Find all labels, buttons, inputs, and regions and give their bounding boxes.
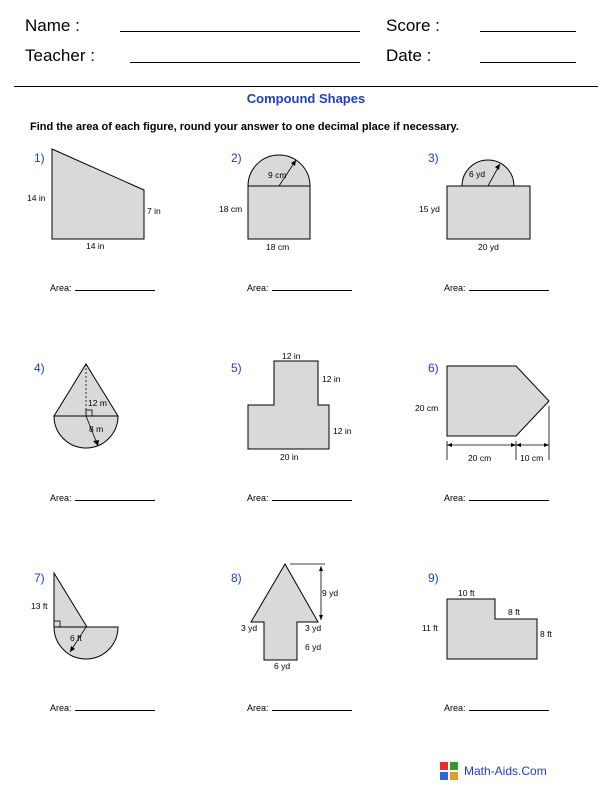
answer-line[interactable] [75, 282, 155, 291]
area-answer-3[interactable] [444, 282, 549, 293]
answer-line[interactable] [272, 702, 352, 711]
area-answer-6[interactable] [444, 492, 549, 503]
figure-8-label-right: 3 yd [305, 623, 322, 633]
worksheet-title: Compound Shapes [246, 91, 366, 106]
figure-5 [248, 351, 352, 462]
figure-8-label-height: 9 yd [322, 588, 339, 598]
answer-line[interactable] [469, 492, 549, 501]
problem-number-4: 4) [34, 361, 45, 375]
area-answer-9[interactable] [444, 702, 549, 713]
area-label: Area: [50, 283, 72, 293]
figure-5-label-top: 12 in [282, 351, 301, 361]
figure-7-triangle [54, 573, 87, 627]
area-label: Area: [50, 493, 72, 503]
figure-4-label-radius: 8 m [89, 424, 104, 434]
figure-4-label-height: 12 m [88, 398, 107, 408]
figure-7 [31, 573, 118, 659]
area-answer-1[interactable] [50, 282, 155, 293]
figure-1-shape [52, 149, 144, 239]
figure-8-label-stem-height: 6 yd [305, 642, 322, 652]
figure-9 [422, 588, 552, 659]
figure-4-semicircle [54, 416, 118, 448]
figure-5-shape [248, 361, 329, 449]
figure-6-shape [447, 366, 549, 436]
figure-8-label-left: 3 yd [241, 623, 258, 633]
area-label: Area: [444, 703, 466, 713]
figure-7-label-height: 13 ft [31, 601, 48, 611]
figure-2-label-radius: 9 cm [268, 170, 287, 180]
figure-2 [219, 155, 310, 252]
figure-2-rectangle [248, 186, 310, 239]
figure-9-label-right: 8 ft [540, 629, 552, 639]
figure-5-label-bottom: 20 in [280, 452, 299, 462]
answer-line[interactable] [75, 492, 155, 501]
figure-3-rectangle [447, 186, 530, 239]
problem-number-6: 6) [428, 361, 439, 375]
instructions: Find the area of each figure, round your answer to one decimal place if necessary. [30, 121, 459, 133]
answer-line[interactable] [469, 282, 549, 291]
figure-1-label-bottom: 14 in [86, 241, 105, 251]
date-label: Date : [386, 46, 432, 65]
answer-line[interactable] [272, 492, 352, 501]
figure-6 [415, 366, 549, 463]
figure-5-label-lower-right: 12 in [333, 426, 352, 436]
area-label: Area: [444, 283, 466, 293]
problem-number-9: 9) [428, 571, 439, 585]
answer-line[interactable] [75, 702, 155, 711]
figure-6-label-bottom-right: 10 cm [520, 453, 544, 463]
answer-line[interactable] [469, 702, 549, 711]
figure-7-semicircle [54, 627, 118, 659]
answer-line[interactable] [272, 282, 352, 291]
figure-1 [27, 149, 161, 251]
area-label: Area: [247, 283, 269, 293]
problem-number-5: 5) [231, 361, 242, 375]
area-label: Area: [50, 703, 72, 713]
figure-3 [419, 160, 530, 252]
figure-2-label-left: 18 cm [219, 204, 243, 214]
problem-number-7: 7) [34, 571, 45, 585]
figure-9-shape [447, 599, 537, 659]
area-answer-7[interactable] [50, 702, 155, 713]
figure-7-label-radius: 6 ft [70, 633, 82, 643]
figure-9-label-top: 10 ft [458, 588, 475, 598]
score-label: Score : [386, 16, 440, 35]
figure-6-label-left: 20 cm [415, 403, 439, 413]
area-label: Area: [247, 703, 269, 713]
figure-8 [241, 564, 338, 671]
problem-number-2: 2) [231, 151, 242, 165]
figure-1-label-left: 14 in [27, 193, 46, 203]
footer-brand[interactable] [440, 762, 547, 780]
figure-5-label-upper-right: 12 in [322, 374, 341, 384]
calculator-logo-icon [440, 762, 458, 780]
teacher-label: Teacher : [25, 46, 95, 65]
name-label: Name : [25, 16, 80, 35]
figure-8-label-bottom: 6 yd [274, 661, 291, 671]
figure-9-label-step: 8 ft [508, 607, 520, 617]
area-label: Area: [247, 493, 269, 503]
brand-text: Math-Aids.Com [464, 764, 547, 778]
figure-6-label-bottom: 20 cm [468, 453, 492, 463]
figure-1-label-right: 7 in [147, 206, 161, 216]
area-answer-2[interactable] [247, 282, 352, 293]
figure-2-label-bottom: 18 cm [266, 242, 290, 252]
problem-number-1: 1) [34, 151, 45, 165]
area-answer-4[interactable] [50, 492, 155, 503]
figure-3-label-radius: 6 yd [469, 169, 486, 179]
figure-3-label-bottom: 20 yd [478, 242, 499, 252]
problem-number-3: 3) [428, 151, 439, 165]
area-label: Area: [444, 493, 466, 503]
figure-9-label-left: 11 ft [422, 623, 438, 633]
area-answer-5[interactable] [247, 492, 352, 503]
problem-number-8: 8) [231, 571, 242, 585]
figure-4 [54, 364, 118, 448]
figure-3-label-left: 15 yd [419, 204, 440, 214]
area-answer-8[interactable] [247, 702, 352, 713]
